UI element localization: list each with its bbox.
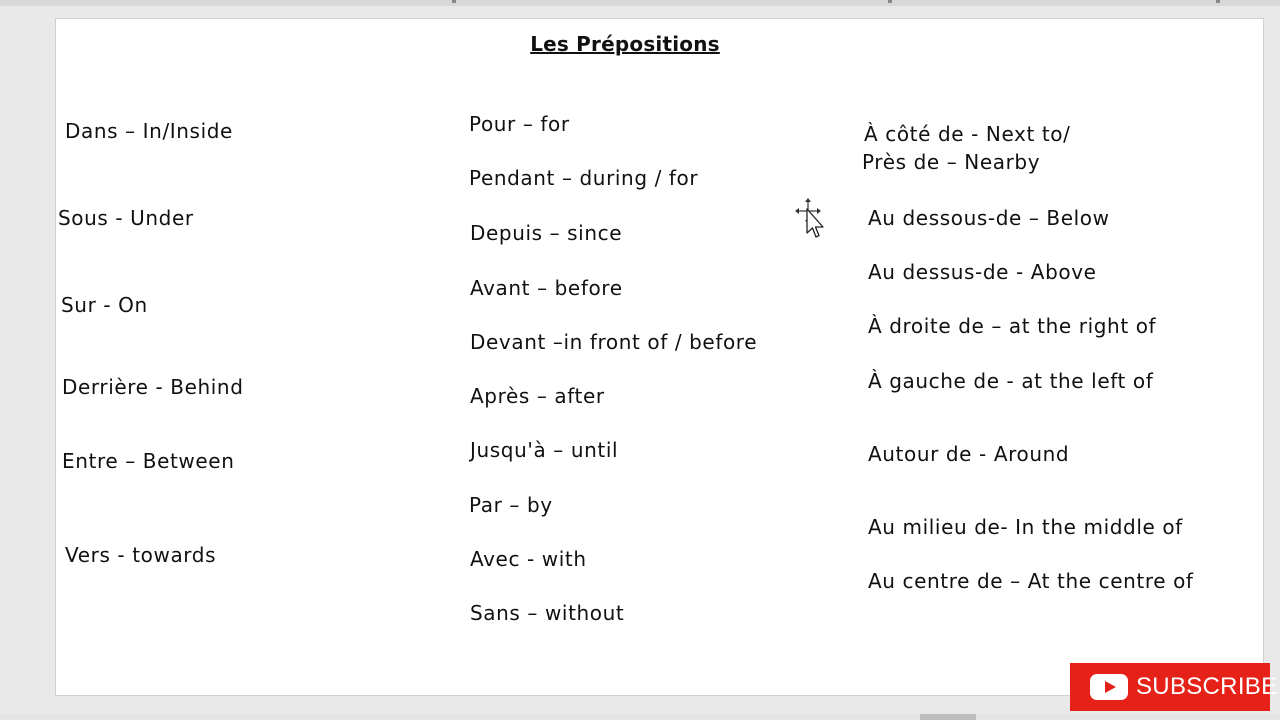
preposition-entry: Au dessus-de - Above <box>868 260 1097 284</box>
preposition-entry: Autour de - Around <box>868 442 1070 466</box>
scrollbar-thumb[interactable] <box>920 714 976 720</box>
preposition-entry: Sous - Under <box>58 206 194 230</box>
preposition-entry: Derrière - Behind <box>62 375 244 399</box>
page-title: Les Prépositions <box>530 32 720 56</box>
preposition-entry: Sans – without <box>470 601 625 625</box>
preposition-entry: Au milieu de- In the middle of <box>868 515 1183 539</box>
preposition-entry: Par – by <box>469 493 553 517</box>
top-edge-strip <box>0 0 1280 6</box>
preposition-entry: Au centre de – At the centre of <box>868 569 1194 593</box>
preposition-entry: À droite de – at the right of <box>868 314 1157 338</box>
preposition-entry: Sur - On <box>61 293 148 317</box>
preposition-entry: Pendant – during / for <box>469 166 699 190</box>
preposition-entry: Avec - with <box>470 547 587 571</box>
edge-mark <box>452 0 456 3</box>
preposition-entry: Pour – for <box>469 112 570 136</box>
preposition-entry: Depuis – since <box>470 221 623 245</box>
edge-mark <box>888 0 892 3</box>
preposition-entry: Avant – before <box>470 276 623 300</box>
preposition-entry: Vers - towards <box>65 543 217 567</box>
youtube-play-icon <box>1090 674 1128 700</box>
preposition-entry: Après – after <box>470 384 605 408</box>
subscribe-button[interactable] <box>1070 663 1278 711</box>
preposition-entry: À côté de - Next to/ <box>864 122 1071 146</box>
preposition-entry: Jusqu'à – until <box>470 438 619 462</box>
preposition-entry: Près de – Nearby <box>862 150 1041 174</box>
preposition-entry: Dans – In/Inside <box>65 119 233 143</box>
preposition-entry: Devant –in front of / before <box>470 330 758 354</box>
preposition-entry: Entre – Between <box>62 449 235 473</box>
horizontal-scrollbar[interactable] <box>0 714 1280 720</box>
move-cursor-icon <box>795 198 827 242</box>
edge-mark <box>1216 0 1220 3</box>
preposition-entry: Au dessous-de – Below <box>868 206 1110 230</box>
preposition-entry: À gauche de - at the left of <box>868 369 1154 393</box>
subscribe-label: SUBSCRIBE <box>1136 673 1278 700</box>
